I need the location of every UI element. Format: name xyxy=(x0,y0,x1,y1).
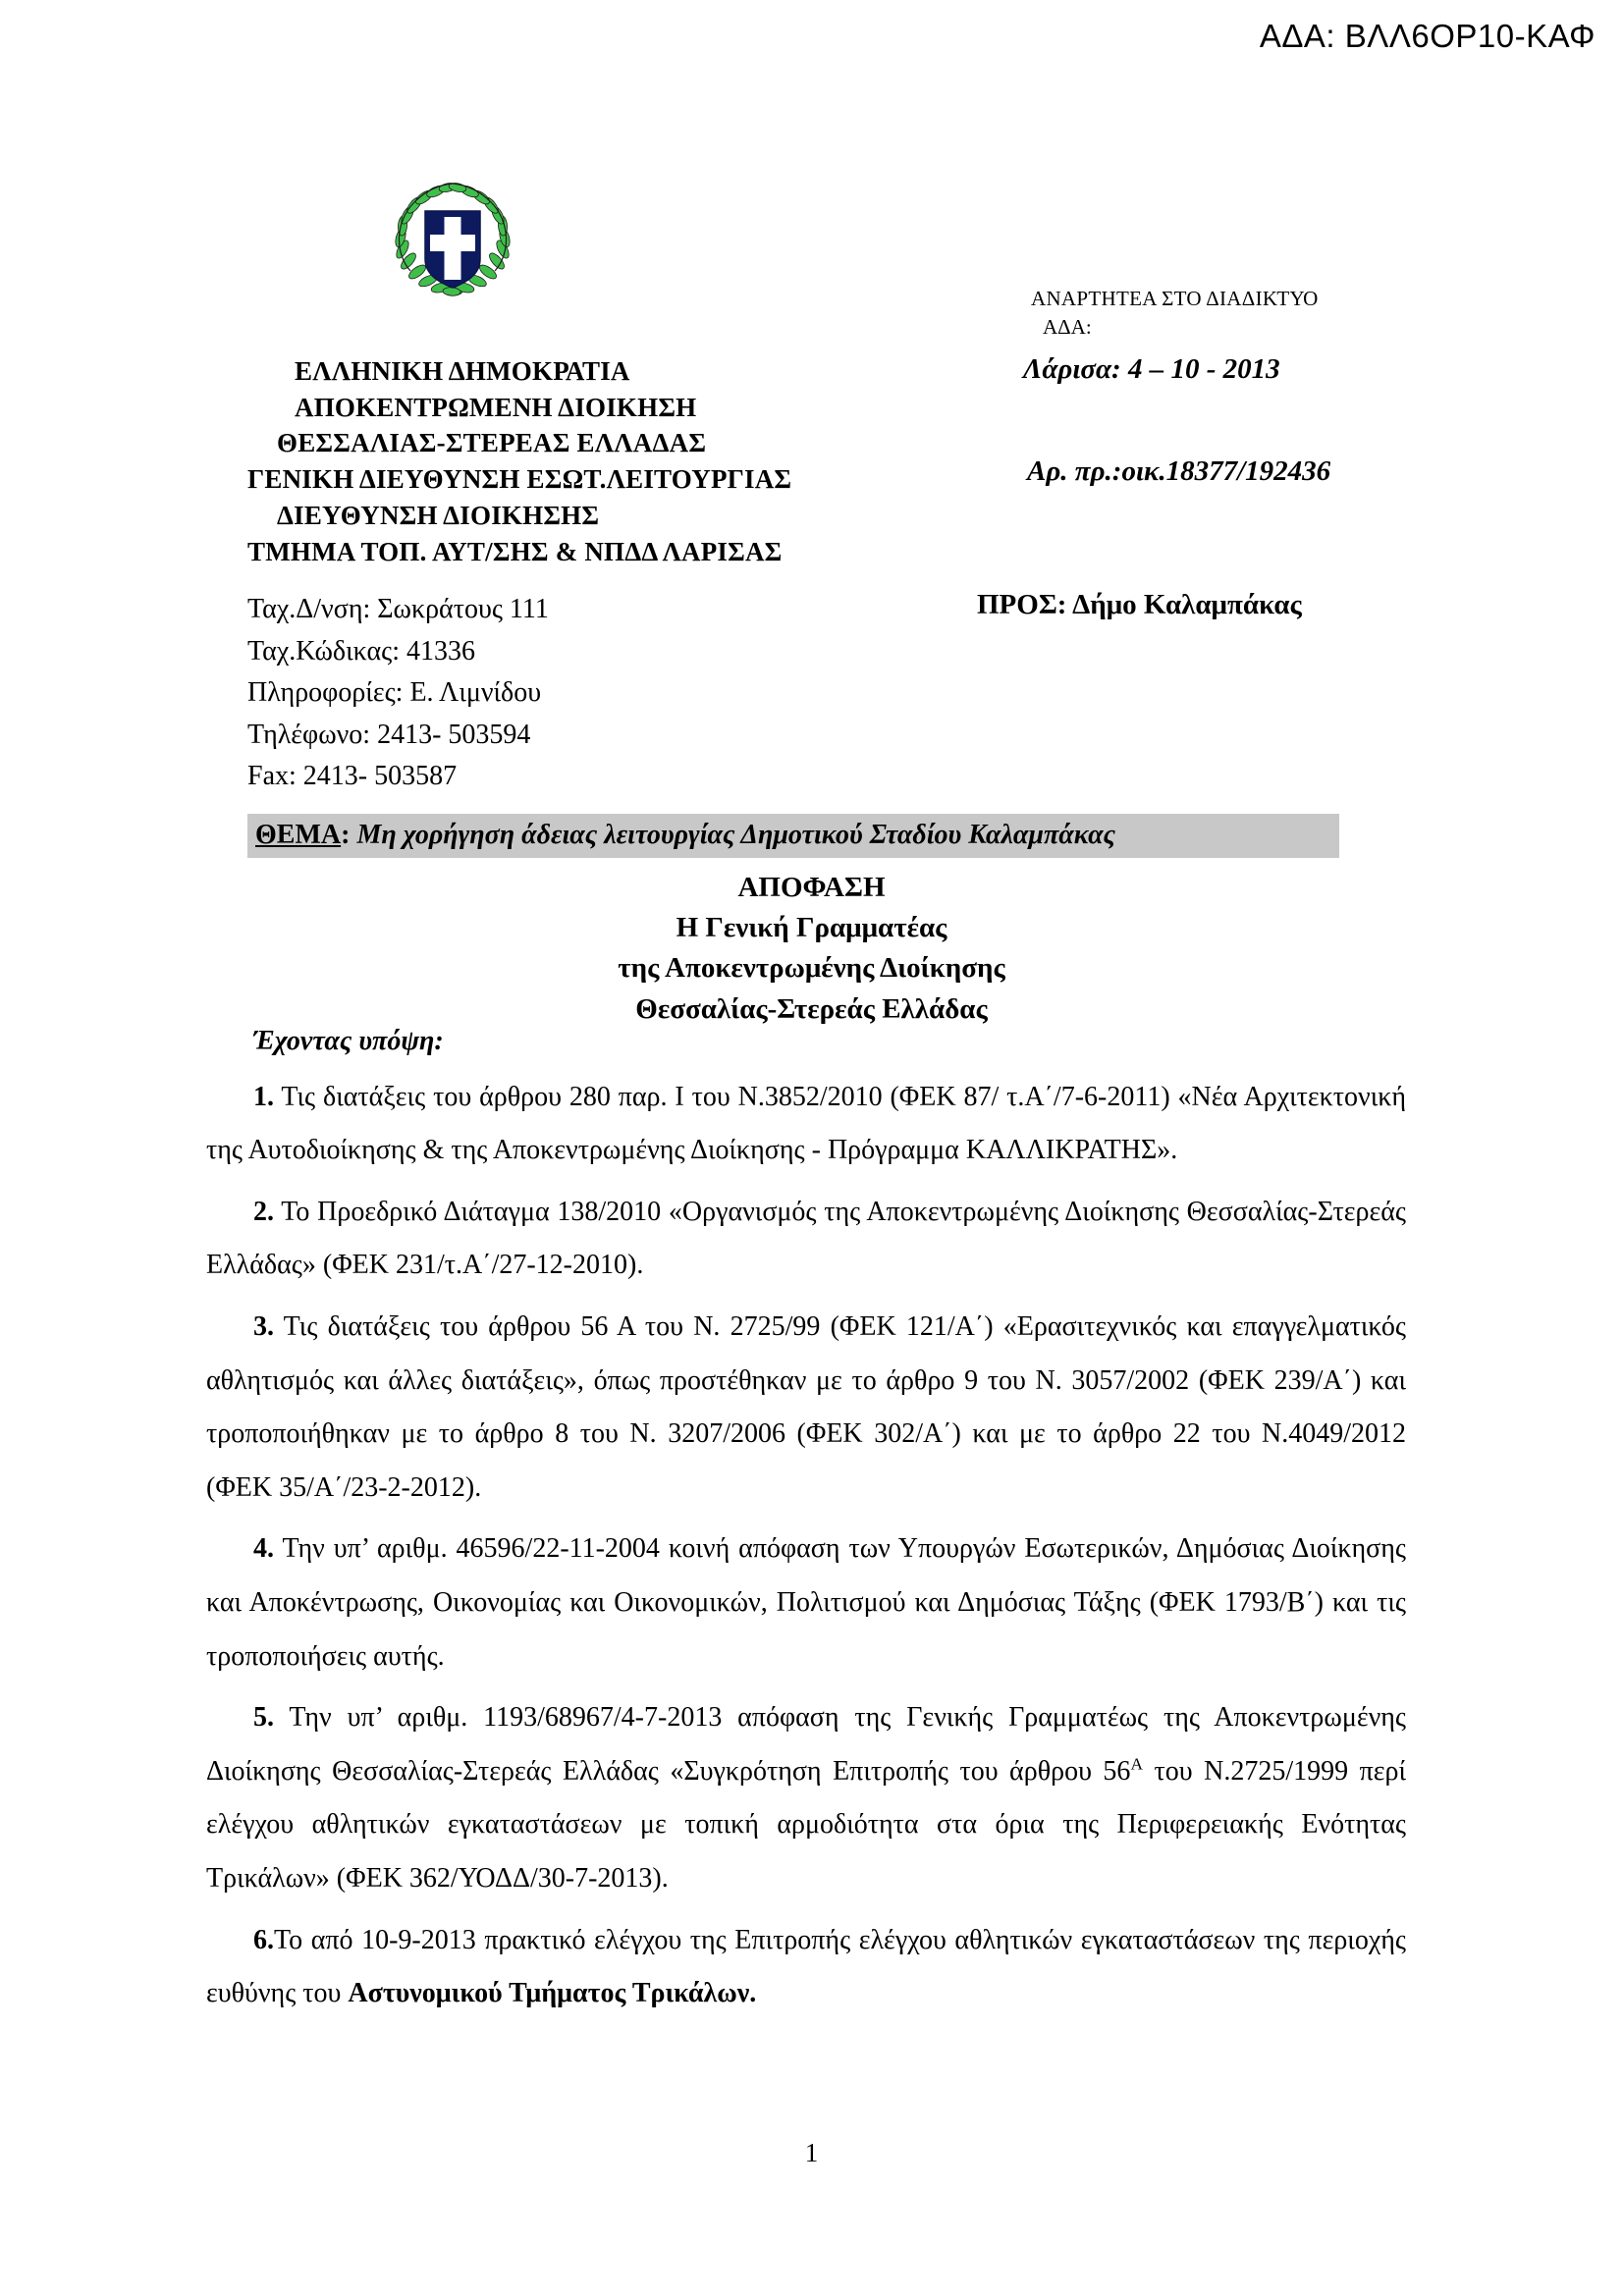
authority-line-4: ΓΕΝΙΚΗ ΔΙΕΥΘΥΝΣΗ ΕΣΩΤ.ΛΕΙΤΟΥΡΓΙΑΣ xyxy=(247,464,792,495)
subject-text: Μη χορήγηση άδειας λειτουργίας Δημοτικού Σταδίου Καλαμπάκας xyxy=(356,820,1116,850)
issuing-authority-block xyxy=(247,353,856,569)
fax: Fax: 2413- 503587 xyxy=(247,761,458,792)
ada-field-label: ΑΔΑ: xyxy=(1043,315,1092,339)
contact-block xyxy=(247,589,549,798)
item-text-5-before: Την υπ’ αριθμ. 1193/68967/4-7-2013 απόφαση της Γενικής Γραμματέως της Αποκεντρωμένης Διοίκησης Θεσσαλίας-Στερεάς Ελλάδας «Συγκρότηση Επιτροπής του άρθρου 56 xyxy=(206,1702,1406,1787)
subject-colon: : xyxy=(341,820,357,850)
item-number-3: 3. xyxy=(253,1310,274,1342)
article-superscript: Α xyxy=(1130,1754,1143,1774)
document-body xyxy=(206,1015,1406,2029)
place-date: Λάρισα: 4 – 10 - 2013 xyxy=(1023,353,1280,385)
postal-code: Ταχ.Κώδικας: 41336 xyxy=(247,635,476,667)
authority-line-1: ΕΛΛΗΝΙΚΗ ΔΗΜΟΚΡΑΤΙΑ xyxy=(295,356,630,386)
publication-block xyxy=(982,287,1591,386)
recipient-line: ΠΡΟΣ: Δήμο Καλαμπάκας xyxy=(977,589,1302,620)
item-text-4: Την υπ’ αριθμ. 46596/22-11-2004 κοινή απόφαση των Υπουργών Εσωτερικών, Δημόσιας Διοίκησης και Αποκέντρωσης, Οικονομίας και Οικονομικών, Πολιτισμού και Δημόσιας Τάξης (ΦΕΚ 1793/Β΄) και τις τροποποιήσεις αυτής. xyxy=(206,1533,1406,1672)
authority-line-3: ΘΕΣΣΑΛΙΑΣ-ΣΤΕΡΕΑΣ ΕΛΛΑΔΑΣ xyxy=(277,428,707,458)
authority-line-6: ΤΜΗΜΑ ΤΟΠ. ΑΥΤ/ΣΗΣ & ΝΠΔΔ ΛΑΡΙΣΑΣ xyxy=(247,536,783,566)
authority-line-2: ΑΠΟΚΕΝΤΡΩΜΕΝΗ ΔΙΟΙΚΗΣΗ xyxy=(295,392,697,422)
item-text-1: Τις διατάξεις του άρθρου 280 παρ. Ι του Ν.3852/2010 (ΦΕΚ 87/ τ.Α΄/7-6-2011) «Νέα Αρχιτεκτονική της Αυτοδιοίκησης & της Αποκεντρωμένης Διοίκησης - Πρόγραμμα ΚΑΛΛΙΚΡΑΤΗΣ». xyxy=(206,1081,1406,1166)
anartitea-label: ΑΝΑΡΤΗΤΕΑ ΣΤΟ ΔΙΑΔΙΚΤΥΟ xyxy=(1031,287,1319,310)
letterhead xyxy=(0,287,1623,566)
item-number-6: 6. xyxy=(253,1924,274,1955)
item-number-2: 2. xyxy=(253,1196,274,1227)
legal-basis-item-5 xyxy=(206,1691,1406,1905)
preamble-having-regard: Έχοντας υπόψη: xyxy=(253,1026,444,1056)
legal-basis-item-2 xyxy=(206,1186,1406,1293)
signatory-role-line-3: Θεσσαλίας-Στερεάς Ελλάδας xyxy=(635,992,988,1025)
item-text-2: Το Προεδρικό Διάταγμα 138/2010 «Οργανισμός της Αποκεντρωμένης Διοίκησης Θεσσαλίας-Στερεάς Ελλάδας» (ΦΕΚ 231/τ.Α΄/27-12-2010). xyxy=(206,1196,1406,1281)
page-number: 1 xyxy=(804,2138,819,2167)
item-number-5: 5. xyxy=(253,1702,274,1734)
ada-stamp: ΑΔΑ: ΒΛΛ6ΟΡ10-ΚΑΦ xyxy=(1259,18,1596,54)
postal-address: Ταχ.Δ/νση: Σωκράτους 111 xyxy=(247,594,549,624)
contact-person: Πληροφορίες: Ε. Λιμνίδου xyxy=(247,677,542,709)
decision-title xyxy=(0,868,1623,1030)
item-text-3: Τις διατάξεις του άρθρου 56 Α του Ν. 2725/99 (ΦΕΚ 121/Α΄) «Ερασιτεχνικός και επαγγελματικός αθλητισμός και άλλες διατάξεις», όπως προστέθηκαν με το άρθρο 9 του Ν. 3057/2002 (ΦΕΚ 239/Α΄) και τροποποιήθηκαν με το άρθρο 8 του Ν. 3207/2006 (ΦΕΚ 302/Α΄) και με το άρθρο 22 του Ν.4049/2012 (ΦΕΚ 35/Α΄/23-2-2012). xyxy=(206,1310,1406,1503)
legal-basis-item-6 xyxy=(206,1914,1406,2021)
subject-label: ΘΕΜΑ xyxy=(255,820,342,850)
subject-line xyxy=(247,814,1339,858)
item-text-5-after: του Ν.2725/1999 περί ελέγχου αθλητικών εγκαταστάσεων με τοπική αρμοδιότητα στα όρια της Περιφερειακής Ενότητας Τρικάλων» (ΦΕΚ 362/ΥΟΔΔ/30-7-2013). xyxy=(206,1755,1406,1894)
telephone: Τηλέφωνο: 2413- 503594 xyxy=(247,719,531,750)
legal-basis-item-4 xyxy=(206,1522,1406,1683)
item-number-4: 4. xyxy=(253,1533,274,1565)
legal-basis-item-3 xyxy=(206,1301,1406,1515)
authority-line-5: ΔΙΕΥΘΥΝΣΗ ΔΙΟΙΚΗΣΗΣ xyxy=(277,500,600,530)
police-department-reference: Αστυνομικού Τμήματος Τρικάλων. xyxy=(348,1978,757,2009)
signatory-role-line-1: Η Γενική Γραμματέας xyxy=(676,912,947,944)
legal-basis-item-1 xyxy=(206,1071,1406,1178)
decision-heading: ΑΠΟΦΑΣΗ xyxy=(737,872,886,903)
item-number-1: 1. xyxy=(253,1081,274,1112)
item-text-6: Το από 10-9-2013 πρακτικό ελέγχου της Επιτροπής ελέγχου αθλητικών εγκαταστάσεων της περιοχής ευθύνης του xyxy=(206,1924,1406,2009)
protocol-number: Αρ. πρ.:οικ.18377/192436 xyxy=(1027,455,1331,487)
signatory-role-line-2: της Αποκεντρωμένης Διοίκησης xyxy=(618,952,1005,985)
